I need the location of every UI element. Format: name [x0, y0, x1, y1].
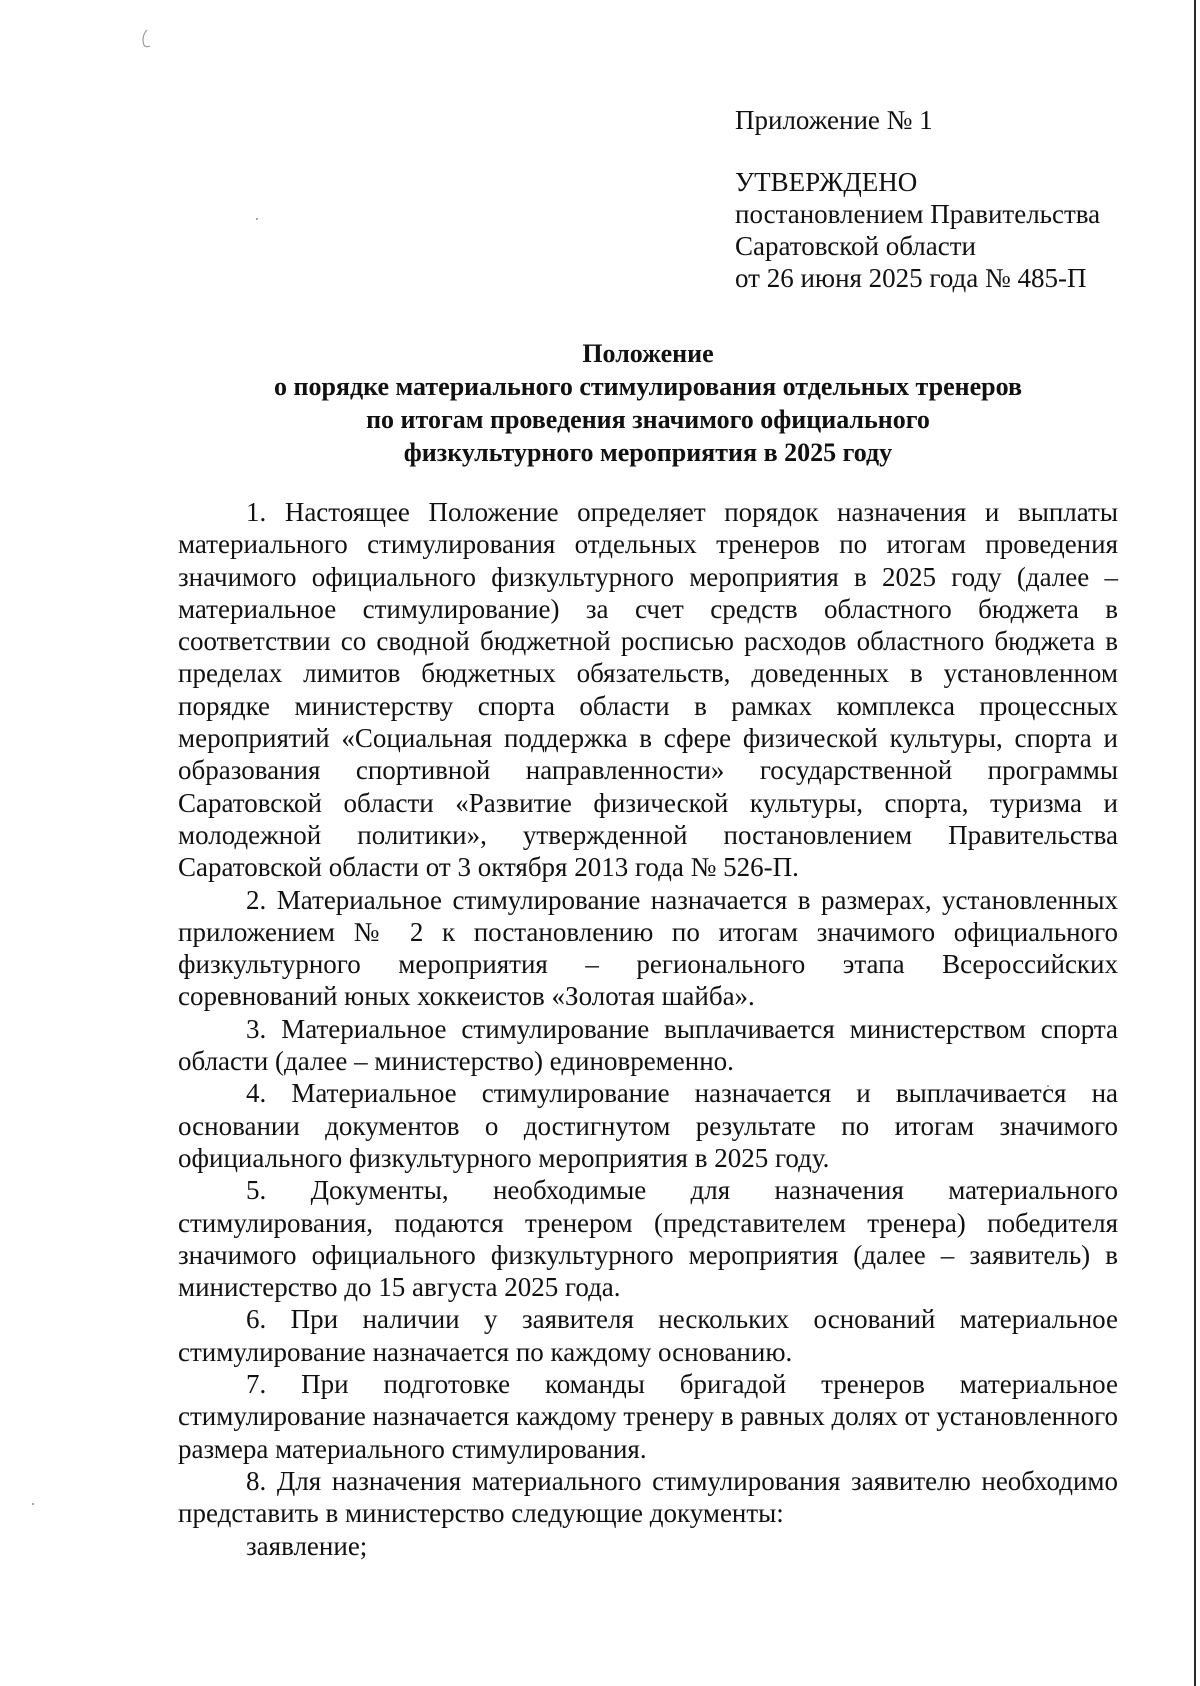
list-item-application: заявление; [246, 1530, 368, 1561]
paragraph-2: 2. Материальное стимулирование назначается в размерах, установленных приложением № 2 к постановлению по итогам значимого официального физкультурного мероприятия – регионального этапа Всероссийских соревнований юных хоккеистов «Золотая шайба». [178, 884, 1118, 1012]
paragraph-6: 6. При наличии у заявителя нескольких оснований материальное стимулирование назначается по каждому основанию. [178, 1304, 1118, 1367]
title-line: по итогам проведения значимого официального [366, 405, 930, 434]
document-body [178, 496, 1118, 1562]
title-line: о порядке материального стимулирования отдельных тренеров [273, 372, 1022, 401]
scan-edge [1194, 0, 1196, 1686]
approval-line: постановлением Правительства [735, 199, 1101, 229]
paragraph-8: 8. Для назначения материального стимулирования заявителю необходимо представить в министерство следующие документы: [178, 1465, 1118, 1529]
paragraph-5: 5. Документы, необходимые для назначения материального стимулирования, подаются тренером (представителем тренера) победителя значимого официального физкультурного мероприятия (далее – заявитель) в министерство до 15 августа 2025 года. [178, 1175, 1118, 1303]
title-line: физкультурного мероприятия в 2025 году [403, 438, 893, 467]
document-title [178, 337, 1118, 469]
pen-mark [139, 28, 153, 50]
paragraph-3: 3. Материальное стимулирование выплачивается министерством спорта области (далее – министерство) единовременно. [178, 1013, 1118, 1077]
approval-line: Саратовской области [735, 231, 976, 261]
approval-stamp-word: УТВЕРЖДЕНО [735, 167, 918, 197]
scan-speck [256, 218, 258, 220]
annex-number: Приложение № 1 [735, 105, 933, 135]
title-line: Положение [582, 339, 714, 368]
approval-block [735, 104, 1100, 294]
scan-speck [32, 1503, 34, 1505]
approval-line: от 26 июня 2025 года № 485-П [735, 263, 1087, 293]
paragraph-7: 7. При подготовке команды бригадой тренеров материальное стимулирование назначается каждому тренеру в равных долях от установленного размера материального стимулирования. [178, 1369, 1118, 1464]
paragraph-4: 4. Материальное стимулирование назначается и выплачивается на основании документов о достигнутом результате по итогам значимого официального физкультурного мероприятия в 2025 году. [178, 1078, 1118, 1173]
paragraph-1: 1. Настоящее Положение определяет порядок назначения и выплаты материального стимулирования отдельных тренеров по итогам проведения значимого официального физкультурного мероприятия в 2025 году (далее – материальное стимулирование) за счет средств областного бюджета в соответствии со сводной бюджетной росписью расходов областного бюджета в пределах лимитов бюджетных обязательств, доведенных в установленном порядке министерству спорта области в рамках комплекса процессных мероприятий «Социальная поддержка в сфере физической культуры, спорта и образования спортивной направленности» государственной программы Саратовской области «Развитие физической культуры, спорта, туризма и молодежной политики», утвержденной постановлением Правительства Саратовской области от 3 октября 2013 года № 526-П. [178, 497, 1118, 883]
